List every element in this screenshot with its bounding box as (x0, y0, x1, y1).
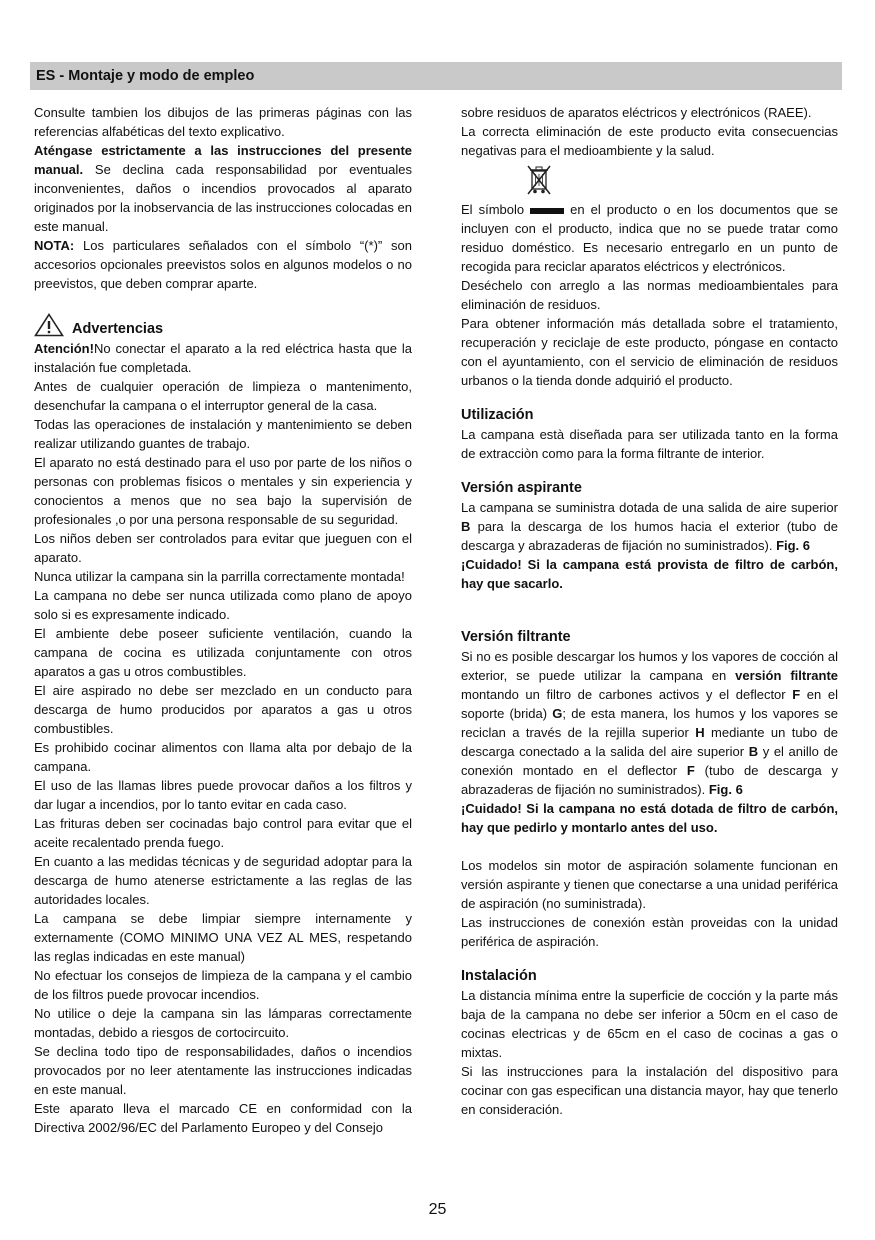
warning-paragraph: No utilice o deje la campana sin las lámparas correctamente montadas, debido a riesgos de cortocircuito. (34, 1006, 412, 1040)
weee-paragraph: Deséchelo con arreglo a las normas medioambientales para eliminación de residuos. (461, 278, 838, 312)
weee-paragraph: sobre residuos de aparatos eléctricos y electrónicos (RAEE). (461, 105, 812, 120)
filter-text: mediante un tubo de descarga conectado a la salida del aire superior (461, 725, 838, 759)
warning-triangle-icon (34, 313, 64, 337)
weee-paragraph: Para obtener información más detallada sobre el tratamiento, recuperación y reciclaje de este producto, póngase en contacto con el ayuntamiento, con el servicio de eliminación de residuos urbanos o la tienda donde adquirió el producto. (461, 316, 838, 388)
deflector-ref: F (792, 687, 801, 702)
symbol-paragraph (461, 200, 838, 276)
warning-paragraph: El aparato no está destinado para el uso por parte de los niños o personas con problemas fisicos o mentales y sin experiencia y conocientos a menos que no sea bajo la supervisión de profesionales ,o por una persona responsable de su seguridad. (34, 455, 412, 527)
filter-text: en el soporte (brida) (461, 687, 838, 721)
extraction-version-title: Versión aspirante (461, 480, 582, 496)
filter-version-title: Versión filtrante (461, 629, 571, 645)
usage-paragraph: La campana està diseñada para ser utilizada tanto en la forma de extracciòn como para la forma filtrante de interior. (461, 427, 838, 461)
warning-paragraph: Antes de cualquier operación de limpieza o mantenimento, desenchufar la campana o el interruptor general de la casa. (34, 379, 412, 413)
warning-paragraph: Nunca utilizar la campana sin la parrilla correctamente montada! (34, 569, 405, 584)
warning-paragraph: Los niños deben ser controlados para evitar que jueguen con el aparato. (34, 531, 412, 565)
filter-text: montando un filtro de carbones activos y el deflector (461, 687, 793, 702)
grille-ref: H (695, 725, 705, 740)
models-paragraph: Los modelos sin motor de aspiración solamente funcionan en versión aspirante y tienen que conectarse a una unidad periférica de aspiración (no suministrada). (461, 858, 838, 911)
warning-paragraph: Es prohibido cocinar alimentos con llama alta por debajo de la campana. (34, 740, 412, 774)
warning-paragraph: Se declina todo tipo de responsabilidades, daños o incendios provocados por no leer atentamente las instrucciones indicadas en este manual. (34, 1044, 412, 1097)
filter-version-paragraph (461, 647, 838, 799)
warning-paragraph: En cuanto a las medidas técnicas y de seguridad adoptar para la descarga de humo atenerse estrictamente a las reglas de las autoridades locales. (34, 854, 412, 907)
warning-paragraph: La campana no debe ser nunca utilizada como plano de apoyo solo si es expresamente indicado. (34, 588, 412, 622)
symbol-text-post: en el producto o en los documentos que se incluyen con el producto, indica que no se puede tratar como residuo doméstico. Es necesario entregarlo en un punto de recogida para reciclar aparatos eléctricos y electrónicos. (461, 202, 838, 274)
warning-paragraph: Todas las operaciones de instalación y mantenimiento se deben realizar utilizando guantes de trabajo. (34, 417, 412, 451)
warning-paragraph: Este aparato lleva el marcado CE en conformidad con la Directiva 2002/96/EC del Parlamento Europeo y del Consejo (34, 1101, 412, 1135)
filter-text: (tubo de descarga y abrazaderas de fijación no suministrados). (461, 763, 838, 797)
note-label: NOTA: (34, 238, 75, 253)
connection-paragraph: Las instrucciones de conexión estàn proveidas con la unidad periférica de aspiración. (461, 915, 838, 949)
filter-caution (461, 799, 838, 837)
extraction-text: La campana se suministra dotada de una salida de aire superior (461, 500, 838, 515)
filter-text: y el anillo de conexión montado en el deflector (461, 744, 838, 778)
outlet-ref: B (461, 519, 471, 534)
warning-paragraph: La campana se debe limpiar siempre internamente y externamente (COMO MINIMO UNA VEZ AL MES, respetando las reglas indicadas en este manual) (34, 911, 412, 964)
attention-label: Atención! (34, 341, 94, 356)
warnings-heading (34, 311, 412, 339)
installation-title: Instalación (461, 968, 537, 984)
left-column (34, 103, 412, 1137)
extraction-text: para la descarga de los humos hacia el exterior (tubo de descarga y abrazaderas de fijación no suministrados). (461, 519, 838, 553)
installation-paragraph: La distancia mínima entre la superficie de cocción y la parte más baja de la campana no debe ser inferior a 50cm en el caso de cocinas electricas y de 65cm en el caso de cocinas a gas o mixtas. (461, 988, 838, 1060)
intro-paragraph: Consulte tambien los dibujos de las primeras páginas con las referencias alfabéticas del texto explicativo. (34, 105, 412, 139)
note-paragraph (34, 236, 412, 293)
warning-paragraph: No efectuar los consejos de limpieza de la campana y el cambio de los filtros puede provocar incendios. (34, 968, 412, 1002)
warning-paragraph: El aire aspirado no debe ser mezclado en un conducto para descarga de humo producidos por aparatos a gas u otros combustibles. (34, 683, 412, 736)
warning-paragraph: Las frituras deben ser cocinadas bajo control para evitar que el aceite recalentado prenda fuego. (34, 816, 412, 850)
page-number: 25 (428, 1201, 447, 1218)
attention-text: No conectar el aparato a la red eléctrica hasta que la instalación fue completada. (34, 341, 412, 375)
symbol-text-pre: El símbolo (461, 202, 525, 217)
figure-ref: Fig. 6 (776, 538, 811, 553)
right-column (461, 103, 838, 1119)
extraction-version-paragraph (461, 498, 838, 555)
attention-paragraph (34, 339, 412, 377)
extraction-caution-text: ¡Cuidado! Si la campana está provista de filtro de carbón, hay que sacarlo. (461, 557, 838, 591)
warning-paragraph: El ambiente debe poseer suficiente ventilación, cuando la campana de cocina es utilizada conjuntamente con otros aparatos a gas u otros combustibles. (34, 626, 412, 679)
note-text: Los particulares señalados con el símbolo “(*)” son accesorios opcionales preevistos solos en algunos modelos o no preevistos, que deben comprar aparte. (34, 238, 412, 291)
spacer (461, 593, 838, 612)
filter-text: Si no es posible descargar los humos y los vapores de cocción al exterior, se puede utilizar la campana en (461, 649, 838, 683)
figure-ref: Fig. 6 (708, 782, 743, 797)
disclaimer-paragraph (34, 141, 412, 236)
filter-version-bold: versión filtrante (735, 668, 839, 683)
disclaimer-text: Se declina cada responsabilidad por eventuales inconvenientes, daños o incendios provocados al aparato originados por la inobservancia de las instrucciones colocadas en este manual. (34, 162, 412, 234)
crossed-bin-icon (525, 163, 553, 197)
warnings-title: Advertencias (72, 321, 164, 337)
filter-text: ; de esta manera, los humos y los vapores se reciclan a través de la rejilla superior (461, 706, 839, 740)
bracket-ref: G (552, 706, 563, 721)
outlet-ref: B (748, 744, 759, 759)
installation-paragraph: Si las instrucciones para la instalación del dispositivo para cocinar con gas especifican una distancia mayor, hay que tenerlo en consideración. (461, 1064, 838, 1117)
usage-title: Utilización (461, 407, 534, 423)
extraction-caution (461, 555, 838, 593)
weee-symbol-block (461, 160, 838, 200)
weee-paragraph: La correcta eliminación de este producto evita consecuencias negativas para el medioambiente y la salud. (461, 124, 838, 158)
black-bar-icon (530, 208, 564, 214)
filter-caution-text: ¡Cuidado! Si la campana no está dotada de filtro de carbón, hay que pedirlo y montarlo antes del uso. (461, 801, 838, 835)
spacer (461, 837, 838, 856)
warning-paragraph: El uso de las llamas libres puede provocar daños a los filtros y dar lugar a incendios, por lo tanto evitar en cada caso. (34, 778, 412, 812)
page-title: ES - Montaje y modo de empleo (36, 68, 255, 84)
deflector-ref: F (686, 763, 695, 778)
disclaimer-bold: Aténgase estrictamente a las instrucciones del presente manual. (34, 143, 412, 177)
section-header-bar (30, 62, 842, 90)
